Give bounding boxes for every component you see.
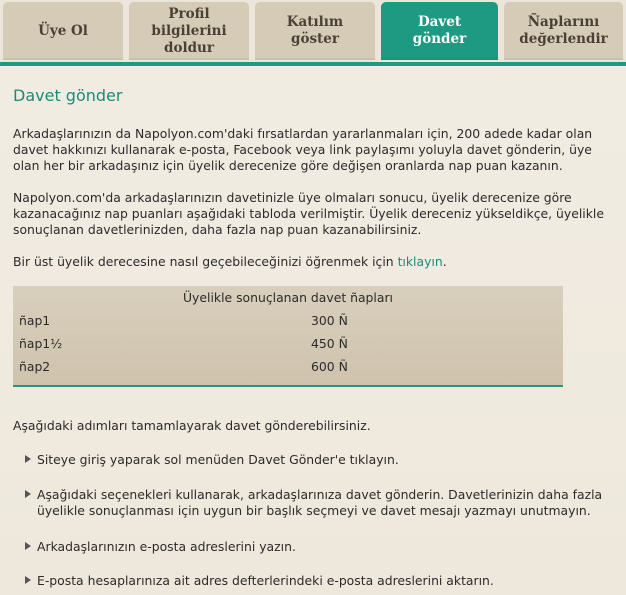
step-text: E-posta hesaplarınıza ait adres defterlerindeki e-posta adreslerini aktarın. (37, 573, 494, 588)
intro-paragraph: Arkadaşlarınızın da Napolyon.com'daki fırsatlardan yararlanmaları için, 200 adede kadar olan davet hakkınızı kullanarak e-posta, Facebook veya link paylaşımı yoluyla davet gönderin, üye olan her bir arkadaşınız için üyelik derecenize göre değişen oranlarda nap puan kazanın. (13, 126, 593, 173)
tab-davet-label-2: gönder (412, 31, 467, 47)
upgrade-text: Bir üst üyelik derecesine nasıl geçebileceğinizi öğrenmek için (13, 254, 398, 269)
points-paragraph: Napolyon.com'da arkadaşlarınızın davetinizle üye olmaları sonucu, üyelik derecenize göre kazanacağınız nap puanları aşağıdaki tabloda verilmiştir. Üyelik dereceniz yükseldikçe, üyelikle sonuçlanan davetlerinizden, daha fazla nap puan kazanabilirsiniz. (13, 190, 604, 237)
row-name: ñap1 (19, 313, 51, 328)
points-table (13, 286, 563, 387)
row-value: 300 Ñ (311, 313, 348, 328)
table-row (13, 336, 563, 354)
steps-intro: Aşağıdaki adımları tamamlayarak davet gönderebilirsiniz. (13, 418, 371, 433)
page-title: Davet gönder (13, 86, 123, 105)
bullet-arrow-icon (25, 490, 31, 498)
tab-katilim[interactable] (255, 2, 375, 60)
tab-profil-label-2: bilgilerini (151, 22, 227, 39)
tab-bar (0, 0, 626, 64)
upgrade-paragraph (13, 254, 613, 270)
upgrade-text-end: . (442, 254, 447, 269)
step-text: Arkadaşlarınızın e-posta adreslerini yazın. (37, 539, 296, 554)
bullet-arrow-icon (25, 455, 31, 463)
tab-naplar-label-1: Ñaplarını (527, 14, 600, 30)
step-text: Aşağıdaki seçenekleri kullanarak, arkadaşlarınıza davet gönderin. Davetlerinizin daha fazla üyelikle sonuçlanması için uygun bir başlık seçmeyi ve davet mesajı yazmayı unutmayın. (37, 487, 603, 518)
tab-profil-label-1: Profil (168, 5, 210, 22)
table-row (13, 313, 563, 331)
row-value: 450 Ñ (311, 336, 348, 351)
row-name: ñap1½ (19, 336, 63, 351)
row-value: 600 Ñ (311, 359, 348, 374)
bullet-arrow-icon (25, 576, 31, 584)
tab-profil-label-3: doldur (164, 39, 214, 56)
tab-naplar[interactable] (504, 2, 623, 60)
tab-katilim-label-2: göster (291, 31, 339, 47)
tab-naplar-label-2: değerlendir (519, 31, 608, 47)
tab-uye-ol[interactable] (3, 2, 123, 60)
tab-uye-ol-label: Üye Ol (38, 22, 88, 39)
table-row (13, 359, 563, 377)
tab-davet[interactable] (381, 2, 498, 60)
step-text: Siteye giriş yaparak sol menüden Davet Gönder'e tıklayın. (37, 452, 399, 467)
row-name: ñap2 (19, 359, 51, 374)
tab-davet-label-1: Davet (417, 14, 462, 30)
table-header: Üyelikle sonuçlanan davet ñapları (182, 290, 393, 305)
tab-profil[interactable] (129, 2, 249, 60)
tiklayin-link[interactable]: tıklayın (397, 254, 443, 269)
bullet-arrow-icon (25, 542, 31, 550)
tab-katilim-label-1: Katılım (286, 14, 344, 30)
